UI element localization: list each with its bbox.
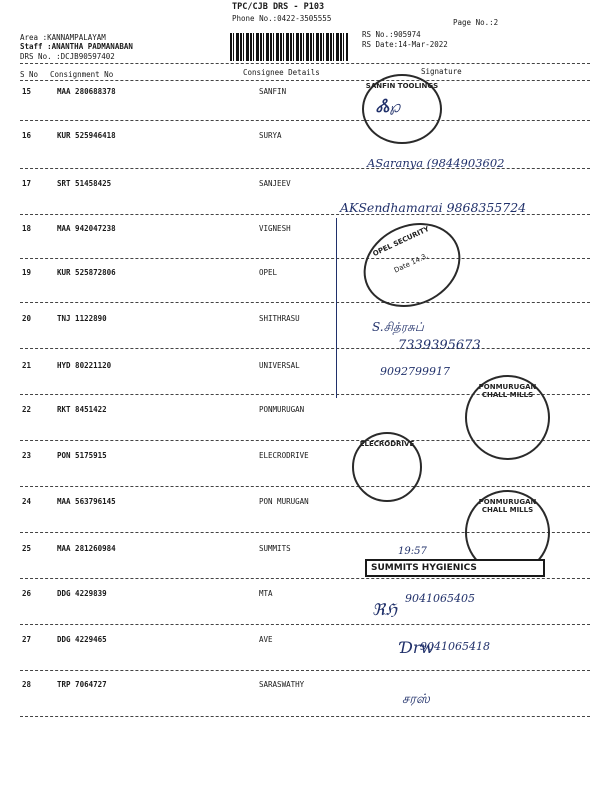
table-row (0, 635, 600, 685)
row-consignment: DDG 4229465 (57, 635, 107, 644)
row-consignment: RKT 8451422 (57, 405, 107, 414)
row-divider (20, 670, 590, 671)
row-sno: 18 (22, 224, 32, 233)
row-divider (20, 578, 590, 579)
column-divider (20, 80, 590, 81)
row-sno: 20 (22, 314, 32, 323)
handwritten-signature: S.சித்ரசுப் (372, 320, 424, 334)
row-sno: 24 (22, 497, 32, 506)
handwritten-signature: ASaranya (9844903602 (367, 156, 505, 170)
row-consignee: UNIVERSAL (259, 361, 300, 370)
col-sno: S No (20, 70, 39, 79)
row-sno: 25 (22, 544, 32, 553)
row-consignment: PON 5175915 (57, 451, 107, 460)
rectangular-stamp: SUMMITS HYGIENICS (365, 559, 545, 577)
table-row (0, 589, 600, 639)
drs-number: DRS No. :DCJB90597402 (20, 52, 115, 61)
barcode (230, 33, 348, 61)
signature-scribble: Ꮬ℘ (376, 96, 401, 117)
row-divider (20, 258, 590, 259)
row-consignment: SRT 51458425 (57, 179, 112, 188)
table-row (0, 268, 600, 318)
row-sno: 21 (22, 361, 32, 370)
row-consignment: MAA 563796145 (57, 497, 116, 506)
col-signature: Signature (421, 67, 462, 76)
row-divider (20, 716, 590, 717)
row-consignment: HYD 80221120 (57, 361, 112, 370)
row-sno: 27 (22, 635, 32, 644)
row-sno: 22 (22, 405, 32, 414)
row-divider (20, 486, 590, 487)
row-consignment: MAA 280688378 (57, 87, 116, 96)
company-stamp: ELECRODRIVE (352, 432, 422, 502)
rs-date: RS Date:14-Mar-2022 (362, 40, 448, 49)
row-consignee: MTA (259, 589, 273, 598)
row-consignment: KUR 525946418 (57, 131, 116, 140)
signature-scribble: Ɗrw (400, 638, 435, 657)
row-divider (20, 624, 590, 625)
row-divider (20, 168, 590, 169)
row-consignee: AVE (259, 635, 273, 644)
handwritten-time: 19:57 (398, 546, 427, 557)
row-sno: 26 (22, 589, 32, 598)
handwritten-signature: AKSendhamarai 9868355724 (340, 200, 527, 215)
handwritten-phone: 9041065418 (420, 640, 490, 653)
row-sno: 28 (22, 680, 32, 689)
area-field: Area :KANNAMPALAYAM (20, 33, 106, 42)
row-sno: 17 (22, 179, 32, 188)
row-consignment: DDG 4229839 (57, 589, 107, 598)
row-consignee: SANFIN (259, 87, 287, 96)
table-row (0, 131, 600, 181)
row-consignment: MAA 942047238 (57, 224, 116, 233)
company-stamp: PONMURUGAN CHALL MILLS (465, 375, 550, 460)
handwritten-phone: 9041065405 (405, 592, 475, 605)
company-stamp: OPEL SECURITY Date 14.3. (350, 208, 474, 323)
row-consignee: SANJEEV (259, 179, 291, 188)
signature-scribble: ℜℌ (372, 600, 398, 619)
row-consignee: SARASWATHY (259, 680, 305, 689)
row-consignee: SURYA (259, 131, 282, 140)
row-consignee: SUMMITS (259, 544, 291, 553)
rs-number: RS No.:905974 (362, 30, 421, 39)
row-divider (20, 120, 590, 121)
row-consignment: MAA 281260984 (57, 544, 116, 553)
row-sno: 15 (22, 87, 32, 96)
table-row (0, 314, 600, 364)
row-sno: 16 (22, 131, 32, 140)
staff-field: Staff :ANANTHA PADMANABAN (20, 42, 133, 51)
row-consignment: TRP 7064727 (57, 680, 107, 689)
row-consignment: KUR 525872806 (57, 268, 116, 277)
phone-number: Phone No.:0422-3505555 (232, 14, 332, 23)
row-consignee: OPEL (259, 268, 278, 277)
row-consignment: TNJ 1122890 (57, 314, 107, 323)
table-row (0, 87, 600, 137)
row-consignee: SHITHRASU (259, 314, 300, 323)
row-sno: 19 (22, 268, 32, 277)
company-stamp: PONMURUGAN CHALL MILLS (465, 490, 550, 575)
row-consignee: VIGNESH (259, 224, 291, 233)
row-consignee: PONMURUGAN (259, 405, 305, 414)
col-consignment: Consignment No (50, 70, 114, 79)
company-stamp: SANFIN TOOLINGS (362, 74, 442, 144)
row-consignee: ELECRODRIVE (259, 451, 309, 460)
page-number: Page No.:2 (453, 18, 499, 27)
table-row (0, 224, 600, 274)
handwritten-signature: சரஸ் (402, 692, 430, 707)
row-divider (20, 302, 590, 303)
row-consignee: PON MURUGAN (259, 497, 309, 506)
handwritten-bracket-line (336, 218, 337, 398)
col-consignee: Consignee Details (243, 68, 320, 77)
table-row (0, 680, 600, 730)
handwritten-phone: 9092799917 (380, 365, 450, 378)
document-title: TPC/CJB DRS - P103 (232, 2, 325, 12)
row-divider (20, 348, 590, 349)
row-sno: 23 (22, 451, 32, 460)
handwritten-phone: 7339395673 (398, 338, 481, 353)
header-divider (20, 63, 590, 64)
